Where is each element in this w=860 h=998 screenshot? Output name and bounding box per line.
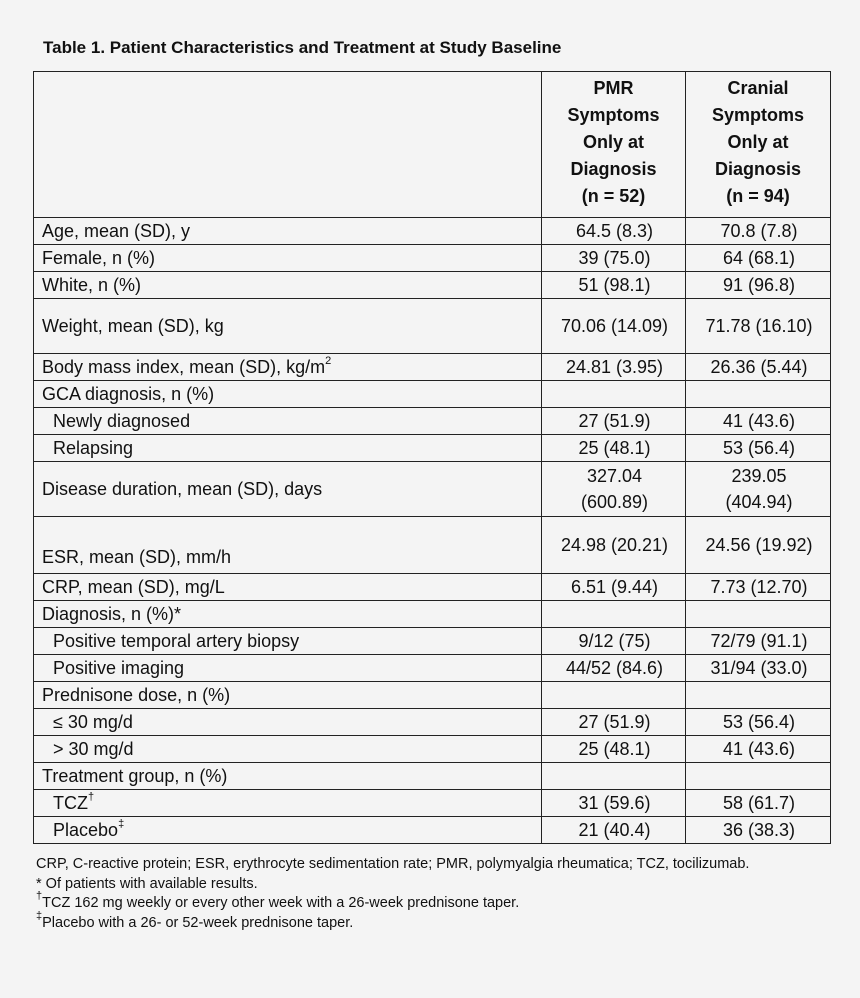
- cranial-value: 31/94 (33.0): [686, 655, 831, 682]
- pmr-value: 21 (40.4): [542, 817, 686, 844]
- row-label: GCA diagnosis, n (%): [34, 381, 542, 408]
- header-cranial-line: Cranial: [727, 78, 789, 98]
- footnote-double-dagger: [36, 909, 749, 934]
- dagger-mark: †: [88, 791, 95, 803]
- row-label: CRP, mean (SD), mg/L: [34, 574, 542, 601]
- row-label: [34, 817, 542, 844]
- table-row: [34, 408, 831, 435]
- cranial-value: 36 (38.3): [686, 817, 831, 844]
- table-row: [34, 435, 831, 462]
- cranial-value: 91 (96.8): [686, 272, 831, 299]
- row-label: Disease duration, mean (SD), days: [34, 462, 542, 517]
- pmr-value-line: (600.89): [580, 492, 649, 512]
- footnote-text: TCZ 162 mg weekly or every other week with a 26-week prednisone taper.: [42, 895, 520, 911]
- row-label: Weight, mean (SD), kg: [34, 299, 542, 354]
- pmr-value: 6.51 (9.44): [542, 574, 686, 601]
- row-label: Prednisone dose, n (%): [34, 682, 542, 709]
- cranial-value: 26.36 (5.44): [686, 354, 831, 381]
- row-label: [34, 628, 542, 655]
- header-cranial-line: Only at: [727, 132, 789, 152]
- footnote-text: CRP, C-reactive protein; ESR, erythrocyte sedimentation rate; PMR, polymyalgia rheumatica; TCZ, tocilizumab.: [36, 856, 750, 872]
- cranial-value: 53 (56.4): [686, 435, 831, 462]
- footnote-text: * Of patients with available results.: [36, 875, 258, 892]
- row-label: [34, 435, 542, 462]
- cranial-value-line: (404.94): [725, 492, 793, 512]
- header-empty-cell: [34, 72, 542, 218]
- pmr-value: 27 (51.9): [542, 408, 686, 435]
- table-row: [34, 682, 831, 709]
- row-label-text: Relapsing: [53, 438, 134, 458]
- table-row: [34, 574, 831, 601]
- header-cranial-line: Symptoms: [711, 105, 805, 125]
- pmr-value: 25 (48.1): [542, 435, 686, 462]
- row-label-text: Placebo: [53, 820, 119, 840]
- cranial-value: 64 (68.1): [686, 245, 831, 272]
- pmr-value: 39 (75.0): [542, 245, 686, 272]
- footnote-text: Placebo with a 26- or 52-week prednisone taper.: [42, 914, 354, 931]
- row-label: [34, 709, 542, 736]
- table-title: Table 1. Patient Characteristics and Treatment at Study Baseline: [43, 38, 562, 57]
- pmr-value: [542, 462, 686, 517]
- pmr-value-line: 327.04: [586, 466, 643, 486]
- table-row: [34, 628, 831, 655]
- pmr-value: 64.5 (8.3): [542, 218, 686, 245]
- pmr-value: [542, 682, 686, 709]
- header-pmr-line: Only at: [582, 132, 644, 152]
- table-row: [34, 790, 831, 817]
- row-label: [34, 354, 542, 381]
- table-row: [34, 354, 831, 381]
- pmr-value: 24.98 (20.21): [542, 517, 686, 574]
- table-row: [34, 655, 831, 682]
- row-label: White, n (%): [34, 272, 542, 299]
- table-row: [34, 462, 831, 517]
- table-row: [34, 272, 831, 299]
- header-cranial-line: Diagnosis: [714, 159, 802, 179]
- cranial-value: 41 (43.6): [686, 736, 831, 763]
- row-label: Treatment group, n (%): [34, 763, 542, 790]
- cranial-value: 24.56 (19.92): [686, 517, 831, 574]
- row-label-text: Body mass index, mean (SD), kg/m: [42, 357, 326, 377]
- row-label: [34, 655, 542, 682]
- row-label-text: TCZ: [53, 793, 88, 813]
- row-label: [34, 517, 542, 574]
- table-row: [34, 709, 831, 736]
- double-dagger-mark: ‡: [36, 909, 43, 922]
- row-label: [34, 736, 542, 763]
- footnotes: [36, 855, 749, 933]
- pmr-value: [542, 381, 686, 408]
- pmr-value: 9/12 (75): [542, 628, 686, 655]
- cranial-value: 72/79 (91.1): [686, 628, 831, 655]
- header-cranial-line: (n = 94): [726, 186, 790, 206]
- header-pmr: [542, 72, 686, 218]
- header-pmr-line: PMR: [593, 78, 634, 98]
- table-row: [34, 245, 831, 272]
- table-row: [34, 763, 831, 790]
- cranial-value: [686, 462, 831, 517]
- row-label: Female, n (%): [34, 245, 542, 272]
- table-row: [34, 218, 831, 245]
- pmr-value: 24.81 (3.95): [542, 354, 686, 381]
- table-row: [34, 817, 831, 844]
- pmr-value: 44/52 (84.6): [542, 655, 686, 682]
- pmr-value: [542, 601, 686, 628]
- pmr-value: 51 (98.1): [542, 272, 686, 299]
- row-label-text: ≤ 30 mg/d: [53, 712, 133, 732]
- pmr-value: 27 (51.9): [542, 709, 686, 736]
- row-label: [34, 790, 542, 817]
- table-row: [34, 601, 831, 628]
- table-row: [34, 736, 831, 763]
- cranial-value: 53 (56.4): [686, 709, 831, 736]
- cranial-value: [686, 381, 831, 408]
- footnote-dagger: [36, 890, 749, 914]
- cranial-value: 41 (43.6): [686, 408, 831, 435]
- double-dagger-mark: ‡: [118, 818, 125, 830]
- row-label-text: Positive imaging: [53, 658, 185, 678]
- cranial-value: 71.78 (16.10): [686, 299, 831, 354]
- table-row: [34, 299, 831, 354]
- footnote-asterisk: [36, 875, 749, 895]
- patient-characteristics-table: [33, 71, 831, 844]
- table-row: [34, 517, 831, 574]
- header-pmr-line: (n = 52): [581, 186, 646, 206]
- row-label: [34, 408, 542, 435]
- header-pmr-line: Symptoms: [567, 105, 660, 125]
- pmr-value: 31 (59.6): [542, 790, 686, 817]
- footnote-abbreviations: [36, 855, 749, 875]
- table-row: [34, 381, 831, 408]
- pmr-value: 25 (48.1): [542, 736, 686, 763]
- row-label-text: ESR, mean (SD), mm/h: [42, 547, 232, 567]
- header-pmr-line: Diagnosis: [570, 159, 657, 179]
- row-label: Diagnosis, n (%)*: [34, 601, 542, 628]
- cranial-value: [686, 682, 831, 709]
- row-label-text: > 30 mg/d: [53, 739, 134, 759]
- cranial-value: [686, 763, 831, 790]
- header-cranial: [686, 72, 831, 218]
- superscript: 2: [325, 355, 332, 367]
- cranial-value: 7.73 (12.70): [686, 574, 831, 601]
- cranial-value-line: 239.05: [731, 466, 787, 486]
- cranial-value: 58 (61.7): [686, 790, 831, 817]
- row-label: Age, mean (SD), y: [34, 218, 542, 245]
- row-label-text: Positive temporal artery biopsy: [53, 631, 300, 651]
- dagger-mark: †: [36, 890, 43, 903]
- row-label-text: Newly diagnosed: [53, 411, 191, 431]
- header-row: [34, 72, 831, 218]
- cranial-value: [686, 601, 831, 628]
- cranial-value: 70.8 (7.8): [686, 218, 831, 245]
- pmr-value: 70.06 (14.09): [542, 299, 686, 354]
- pmr-value: [542, 763, 686, 790]
